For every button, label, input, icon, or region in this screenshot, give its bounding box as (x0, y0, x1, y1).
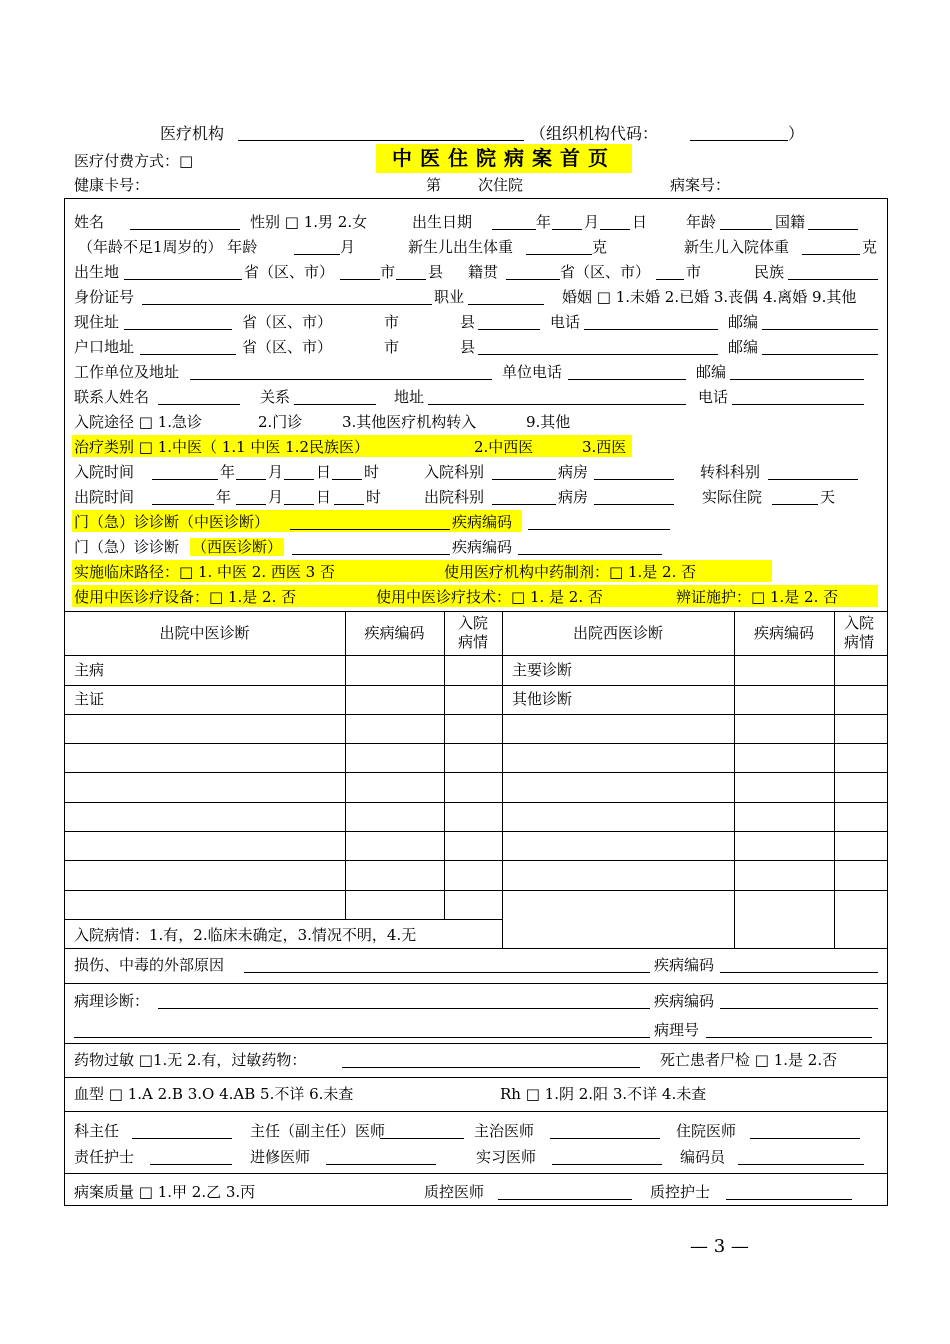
trainee-label: 进修医师 (250, 1148, 311, 1166)
admit-year-unit: 年 (220, 463, 236, 481)
native-city: 市 (686, 263, 702, 281)
newborn-admit-weight-label: 新生儿入院体重 (684, 238, 790, 256)
table-col-rule (345, 611, 346, 919)
contact-address-line[interactable] (428, 404, 686, 405)
page-title: 中医住院病案首页 (376, 144, 632, 173)
table-row-rule (64, 890, 887, 891)
work-zip-label: 邮编 (696, 363, 727, 381)
director-line[interactable] (132, 1138, 232, 1139)
admit-month-line[interactable] (236, 479, 266, 480)
main-diagnosis-label: 主要诊断 (512, 661, 573, 679)
admit-dept-label: 入院科别 (424, 463, 485, 481)
newborn-birth-weight-line[interactable] (526, 254, 592, 255)
relation-label: 关系 (260, 388, 291, 406)
hukou-zip-label: 邮编 (728, 338, 759, 356)
section-rule (64, 983, 887, 984)
col-wm-diagnosis: 出院西医诊断 (572, 624, 663, 642)
gram-unit-1: 克 (592, 238, 608, 256)
admit-hour-line[interactable] (332, 479, 362, 480)
marriage-field[interactable]: 婚姻 □ 1.未婚 2.已婚 3.丧偶 4.离婚 9.其他 (562, 288, 857, 306)
main-disease-label: 主病 (74, 661, 105, 679)
hukou-county-line[interactable] (478, 354, 718, 355)
dob-year-unit: 年 (536, 213, 552, 231)
discharge-year-unit: 年 (216, 488, 232, 506)
age-label: 年龄 (686, 213, 717, 231)
intern-line[interactable] (552, 1164, 662, 1165)
transfer-dept-label: 转科科别 (700, 463, 761, 481)
outpatient-wm-diag-sublabel: （西医诊断） (192, 538, 283, 556)
nurse-label: 责任护士 (74, 1148, 135, 1166)
injury-cause-label: 损伤、中毒的外部原因 (74, 956, 225, 974)
resident-label: 住院医师 (676, 1122, 737, 1140)
contact-address-label: 地址 (394, 388, 425, 406)
admit-year-line[interactable] (152, 479, 218, 480)
work-zip-line[interactable] (730, 379, 864, 380)
birthplace-label: 出生地 (74, 263, 120, 281)
hukou-label: 户口地址 (74, 338, 135, 356)
occupation-line[interactable] (468, 304, 544, 305)
qc-doctor-line[interactable] (498, 1199, 632, 1200)
address-county-line[interactable] (478, 329, 540, 330)
injury-cause-line[interactable] (244, 972, 650, 973)
table-row-rule (64, 743, 887, 744)
route-opt-other: 9.其他 (526, 413, 571, 431)
table-row-rule (64, 860, 887, 861)
route-opt-outpatient: 2.门诊 (258, 413, 303, 431)
work-label: 工作单位及地址 (74, 363, 180, 381)
col-code-1: 疾病编码 (364, 624, 425, 642)
native-city-line[interactable] (656, 279, 684, 280)
phone-line[interactable] (584, 329, 718, 330)
hukou-city: 市 (384, 338, 400, 356)
pathology-line-2[interactable] (74, 1037, 650, 1038)
address-line[interactable] (124, 329, 232, 330)
chief-label: 主任（副主任）医师 (250, 1122, 386, 1140)
admission-route[interactable]: 入院途径 □ 1.急诊 (74, 413, 203, 431)
hukou-line[interactable] (140, 354, 236, 355)
other-diagnosis-label: 其他诊断 (512, 690, 573, 708)
outpatient-wm-diag-label: 门（急）诊诊断 (74, 538, 180, 556)
qc-doctor-label: 质控医师 (424, 1183, 485, 1201)
admit-condition-note: 入院病情：1.有，2.临床未确定，3.情况不明，4.无 (74, 926, 417, 944)
birthplace-city-line[interactable] (340, 279, 380, 280)
stay-days-unit: 天 (820, 488, 836, 506)
page-number: — 3 — (690, 1236, 749, 1257)
contact-phone-line[interactable] (732, 404, 864, 405)
hukou-zip-line[interactable] (762, 354, 878, 355)
infant-age-label: （年龄不足1周岁的） 年龄 (78, 238, 258, 256)
main-syndrome-label: 主证 (74, 690, 105, 708)
infant-age-line[interactable] (294, 254, 340, 255)
resident-line[interactable] (750, 1138, 860, 1139)
discharge-dept-label: 出院科别 (424, 488, 485, 506)
nationality-line[interactable] (808, 229, 858, 230)
table-top-rule (64, 611, 887, 612)
dob-month-line[interactable] (552, 229, 582, 230)
blood-type-field[interactable]: 血型 □ 1.A 2.B 3.O 4.AB 5.不详 6.未查 (74, 1085, 354, 1103)
zip-label: 邮编 (728, 313, 759, 331)
ethnic-line[interactable] (788, 279, 878, 280)
hukou-province: 省（区、市） (242, 338, 333, 356)
injury-code-label: 疾病编码 (654, 956, 715, 974)
route-opt-transfer: 3.其他医疗机构转入 (342, 413, 477, 431)
pathology-line[interactable] (158, 1008, 650, 1009)
outpatient-tcm-code-line[interactable] (528, 529, 670, 530)
dob-label: 出生日期 (412, 213, 473, 231)
admit-month-unit: 月 (268, 463, 284, 481)
institution-line[interactable] (238, 140, 524, 141)
section-rule (64, 1111, 887, 1112)
clinical-path-field[interactable]: 实施临床路径：□ 1. 中医 2. 西医 3 否 (74, 563, 335, 581)
attending-label: 主治医师 (474, 1122, 535, 1140)
admit-time-label: 入院时间 (74, 463, 135, 481)
phone-label: 电话 (550, 313, 581, 331)
autopsy-field[interactable]: 死亡患者尸检 □ 1.是 2.否 (660, 1051, 838, 1069)
org-code-close: ） (788, 124, 805, 143)
dob-day-unit: 日 (632, 213, 648, 231)
occupation-label: 职业 (434, 288, 465, 306)
stay-days-label: 实际住院 (702, 488, 763, 506)
name-line[interactable] (130, 229, 240, 230)
contact-line[interactable] (158, 404, 240, 405)
discharge-day-unit: 日 (316, 488, 332, 506)
table-col-rule (502, 611, 503, 948)
rh-field[interactable]: Rh □ 1.阴 2.阳 3.不详 4.未查 (500, 1085, 707, 1103)
transfer-dept-line[interactable] (768, 479, 858, 480)
table-row-rule (64, 919, 503, 920)
sex-field[interactable]: 性别 □ 1.男 2.女 (250, 213, 368, 231)
birthplace-county-line[interactable] (396, 279, 426, 280)
outpatient-wm-diag-line[interactable] (292, 554, 450, 555)
work-phone-label: 单位电话 (502, 363, 563, 381)
newborn-admit-weight-line[interactable] (802, 254, 860, 255)
injury-code-line[interactable] (720, 972, 878, 973)
treat-opt-integrated: 2.中西医 (474, 438, 534, 456)
qc-nurse-label: 质控护士 (650, 1183, 711, 1201)
hukou-county: 县 (460, 338, 476, 356)
org-code-line[interactable] (690, 140, 788, 141)
section-rule (64, 1077, 887, 1078)
syndrome-nursing-field[interactable]: 辨证施护：□ 1.是 2. 否 (676, 588, 839, 606)
case-no-label: 病案号： (670, 176, 731, 194)
native-line[interactable] (506, 279, 560, 280)
nationality-label: 国籍 (775, 213, 806, 231)
infant-age-unit: 月 (340, 238, 356, 256)
qc-nurse-line[interactable] (726, 1199, 852, 1200)
address-label: 现住址 (74, 313, 120, 331)
section-rule (64, 1043, 887, 1044)
coder-label: 编码员 (680, 1148, 726, 1166)
treat-opt-western: 3.西医 (582, 438, 627, 456)
work-phone-line[interactable] (568, 379, 686, 380)
discharge-month-line[interactable] (236, 504, 266, 505)
outpatient-tcm-code-label: 疾病编码 (452, 513, 513, 531)
table-col-rule (834, 611, 835, 948)
pathology-no-line[interactable] (706, 1037, 872, 1038)
admit-ward-line[interactable] (594, 479, 674, 480)
table-row-rule (64, 802, 887, 803)
age-line[interactable] (720, 229, 772, 230)
contact-phone-label: 电话 (698, 388, 729, 406)
col-code-2: 疾病编码 (753, 624, 814, 642)
intern-label: 实习医师 (476, 1148, 537, 1166)
col-admit-condition-2: 入院病情 (843, 614, 874, 651)
table-col-rule (734, 611, 735, 948)
birthplace-county: 县 (428, 263, 444, 281)
tcm-equipment-field[interactable]: 使用中医诊疗设备：□ 1.是 2. 否 (74, 588, 297, 606)
visit-prefix: 第 (426, 176, 442, 194)
trainee-line[interactable] (326, 1164, 436, 1165)
pathology-code-line[interactable] (720, 1008, 878, 1009)
native-label: 籍贯 (468, 263, 499, 281)
work-line[interactable] (190, 379, 492, 380)
allergy-drug-line[interactable] (342, 1067, 640, 1068)
pathology-no-label: 病理号 (654, 1021, 700, 1039)
address-province: 省（区、市） (242, 313, 333, 331)
discharge-dept-line[interactable] (492, 504, 556, 505)
case-quality-field[interactable]: 病案质量 □ 1.甲 2.乙 3.丙 (74, 1183, 256, 1201)
nurse-line[interactable] (150, 1164, 232, 1165)
discharge-day-line[interactable] (284, 504, 314, 505)
admit-day-unit: 日 (316, 463, 332, 481)
outpatient-tcm-diag-line[interactable] (290, 529, 450, 530)
id-label: 身份证号 (74, 288, 135, 306)
discharge-year-line[interactable] (152, 504, 214, 505)
table-row-rule (64, 714, 887, 715)
admit-dept-line[interactable] (492, 479, 556, 480)
institution-label: 医疗机构 (160, 124, 225, 143)
dob-month-unit: 月 (584, 213, 600, 231)
relation-line[interactable] (294, 404, 376, 405)
table-bottom-rule (64, 948, 887, 949)
payment-method[interactable]: 医疗付费方式：□ (74, 152, 194, 170)
treatment-category[interactable]: 治疗类别 □ 1.中医（ 1.1 中医 1.2民族医） (74, 438, 370, 456)
pathology-label: 病理诊断： (74, 992, 150, 1010)
col-admit-condition-1: 入院病情 (457, 614, 488, 651)
tcm-technique-field[interactable]: 使用中医诊疗技术：□ 1. 是 2. 否 (376, 588, 603, 606)
outpatient-wm-code-line[interactable] (518, 554, 662, 555)
stay-days-line[interactable] (772, 504, 818, 505)
discharge-time-label: 出院时间 (74, 488, 135, 506)
chief-line[interactable] (380, 1138, 464, 1139)
tcm-prep-field[interactable]: 使用医疗机构中药制剂：□ 1.是 2. 否 (444, 563, 697, 581)
attending-line[interactable] (550, 1138, 660, 1139)
discharge-hour-unit: 时 (366, 488, 382, 506)
birthplace-line[interactable] (124, 279, 242, 280)
discharge-ward-line[interactable] (594, 504, 674, 505)
dob-year-line[interactable] (492, 229, 536, 230)
birthplace-province: 省（区、市） (244, 263, 335, 281)
discharge-ward-label: 病房 (558, 488, 589, 506)
outpatient-wm-code-label: 疾病编码 (452, 538, 513, 556)
contact-label: 联系人姓名 (74, 388, 150, 406)
ethnic-label: 民族 (754, 263, 785, 281)
dob-day-line[interactable] (600, 229, 630, 230)
table-col-rule (444, 611, 445, 919)
address-county: 县 (460, 313, 476, 331)
birthplace-city: 市 (380, 263, 396, 281)
admit-day-line[interactable] (284, 479, 314, 480)
table-header-rule (64, 655, 887, 656)
name-label: 姓名 (74, 213, 105, 231)
coder-line[interactable] (738, 1164, 864, 1165)
admit-hour-unit: 时 (364, 463, 380, 481)
id-line[interactable] (142, 304, 432, 305)
table-row-rule (64, 685, 887, 686)
org-code-label: （组织机构代码： (530, 124, 659, 143)
director-label: 科主任 (74, 1122, 120, 1140)
visit-suffix: 次住院 (478, 176, 524, 194)
native-province: 省（区、市） (560, 263, 651, 281)
gram-unit-2: 克 (862, 238, 878, 256)
col-tcm-diagnosis: 出院中医诊断 (159, 624, 250, 642)
table-row-rule (64, 772, 887, 773)
pathology-code-label: 疾病编码 (654, 992, 715, 1010)
newborn-birth-weight-label: 新生儿出生体重 (408, 238, 514, 256)
discharge-month-unit: 月 (268, 488, 284, 506)
discharge-hour-line[interactable] (334, 504, 364, 505)
table-row-rule (64, 831, 887, 832)
admit-ward-label: 病房 (558, 463, 589, 481)
outpatient-tcm-diag-label: 门（急）诊诊断（中医诊断） (74, 513, 270, 531)
section-rule (64, 1173, 887, 1174)
drug-allergy-field[interactable]: 药物过敏 □1.无 2.有，过敏药物： (74, 1051, 307, 1069)
health-card-label: 健康卡号： (74, 176, 150, 194)
zip-line[interactable] (762, 329, 878, 330)
address-city: 市 (384, 313, 400, 331)
